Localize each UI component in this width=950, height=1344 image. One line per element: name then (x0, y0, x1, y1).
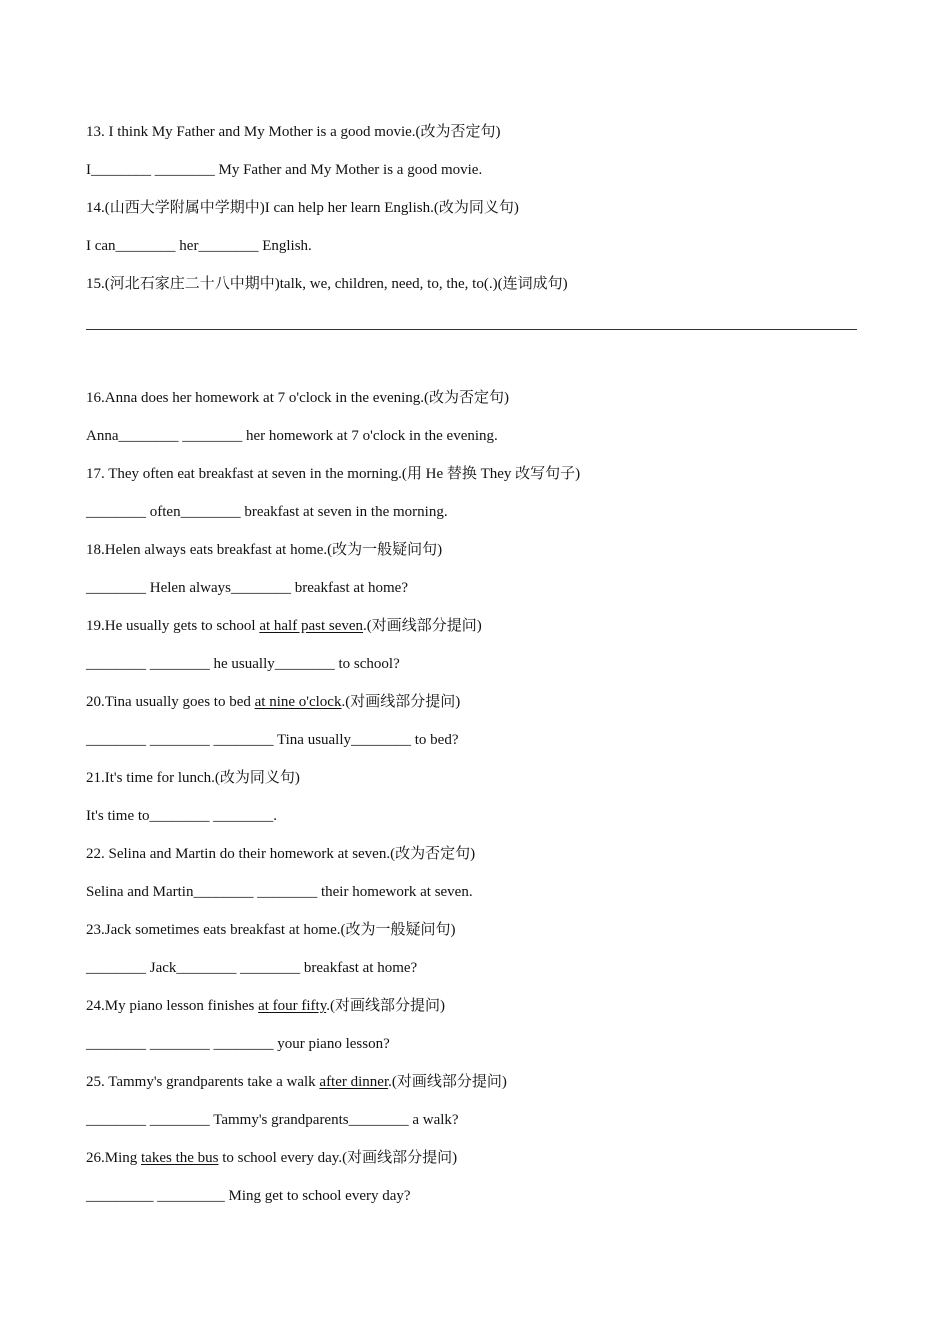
answer-17: ________ often________ breakfast at seven in the morning. (86, 504, 448, 520)
answer-21: It's time to________ ________. (86, 808, 278, 824)
question-19: 19.He usually gets to school at half past seven.(对画线部分提问) (86, 618, 482, 634)
answer-24: ________ ________ ________ your piano lesson? (86, 1036, 390, 1052)
question-15: 15.(河北石家庄二十八中期中)talk, we, children, need, to, the, to(.)(连词成句) (86, 276, 568, 292)
underlined-phrase: takes the bus (141, 1150, 219, 1166)
answer-23: ________ Jack________ ________ breakfast at home? (86, 960, 418, 976)
question-25: 25. Tammy's grandparents take a walk after dinner.(对画线部分提问) (86, 1074, 507, 1090)
answer-20: ________ ________ ________ Tina usually________ to bed? (86, 732, 459, 748)
answer-line-15 (86, 329, 857, 330)
question-16: 16.Anna does her homework at 7 o'clock in the evening.(改为否定句) (86, 390, 510, 406)
question-14: 14.(山西大学附属中学期中)I can help her learn English.(改为同义句) (86, 200, 519, 216)
question-18: 18.Helen always eats breakfast at home.(改为一般疑问句) (86, 542, 443, 558)
question-21: 21.It's time for lunch.(改为同义句) (86, 770, 300, 786)
question-24: 24.My piano lesson finishes at four fifty.(对画线部分提问) (86, 998, 445, 1014)
answer-18: ________ Helen always________ breakfast at home? (86, 580, 408, 596)
underlined-phrase: at half past seven (259, 618, 364, 634)
answer-26: _________ _________ Ming get to school every day? (86, 1188, 411, 1204)
question-20: 20.Tina usually goes to bed at nine o'clock.(对画线部分提问) (86, 694, 461, 710)
answer-14: I can________ her________ English. (86, 238, 312, 254)
underlined-phrase: at four fifty (258, 998, 327, 1014)
underlined-phrase: after dinner (319, 1074, 389, 1090)
answer-25: ________ ________ Tammy's grandparents________ a walk? (86, 1112, 459, 1128)
question-17: 17. They often eat breakfast at seven in the morning.(用 He 替换 They 改写句子) (86, 466, 581, 482)
answer-22: Selina and Martin________ ________ their homework at seven. (86, 884, 473, 900)
answer-19: ________ ________ he usually________ to school? (86, 656, 400, 672)
question-13: 13. I think My Father and My Mother is a good movie.(改为否定句) (86, 124, 501, 140)
question-26: 26.Ming takes the bus to school every day.(对画线部分提问) (86, 1150, 458, 1166)
question-23: 23.Jack sometimes eats breakfast at home.(改为一般疑问句) (86, 922, 456, 938)
answer-13: I________ ________ My Father and My Mother is a good movie. (86, 162, 483, 178)
question-22: 22. Selina and Martin do their homework at seven.(改为否定句) (86, 846, 476, 862)
underlined-phrase: at nine o'clock (254, 694, 342, 710)
answer-16: Anna________ ________ her homework at 7 o'clock in the evening. (86, 428, 498, 444)
